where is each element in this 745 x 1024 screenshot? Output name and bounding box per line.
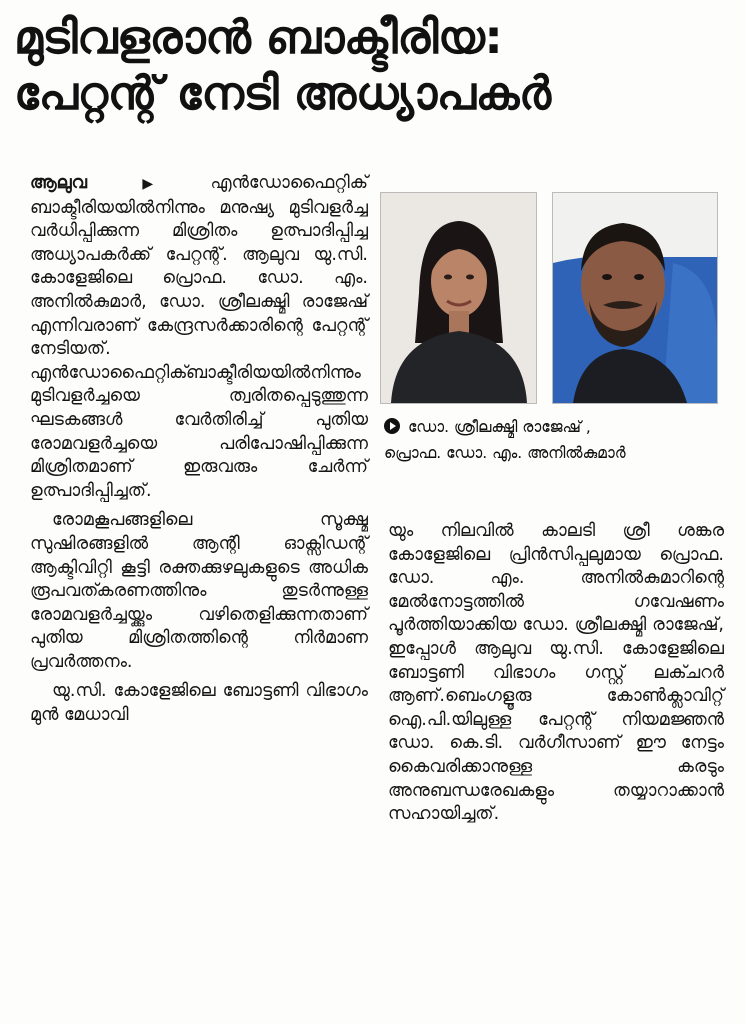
article-paragraph-3: യു.സി. കോളേജിലെ ബോട്ടണി വിഭാഗം മുൻ മേധാവി xyxy=(30,681,368,726)
article-paragraph-2: രോമകൂപങ്ങളിലെ സൂക്ഷ്മ സുഷിരങ്ങളിൽ ആന്റി ഓക്സിഡന്റ് ആക്ടിവിറ്റി കൂട്ടി രക്തക്കുഴലുകളുടെ അധിക രൂപവത്കരണത്തിനും തുടർന്നുള്ള രോമവളർച്ചയ്ക്കും വഴിതെളിക്കുന്നതാണ് പുതിയ മിശ്രിതത്തിന്റെ നിർമാണ പ്രവർത്തനം. xyxy=(30,510,368,672)
photo-caption xyxy=(384,414,724,466)
article-paragraph-1: എൻഡോഫൈറ്റിക് ബാക്ടീരിയയിൽനിന്നും മനുഷ്യ മുടിവളർച്ച വർധിപ്പിക്കുന്ന മിശ്രിതം ഉത്പാദിപ്പിച്ച അധ്യാപകർക്ക് പേറ്റന്റ്. ആലുവ യു.സി. കോളേജിലെ പ്രൊഫ. ഡോ. എം. അനിൽകുമാർ, ഡോ. ശ്രീലക്ഷ്മി രാജേഷ് എന്നിവരാണ് കേന്ദ്രസർക്കാരിന്റെ പേറ്റന്റ് നേടിയത്. എൻഡോഫൈറ്റിക്ബാക്ടീരിയയിൽനിന്നും മുടിവളർച്ചയെ ത്വരിതപ്പെടുത്തുന്ന ഘടകങ്ങൾ വേർതിരിച്ച് പുതിയ രോമവളർച്ചയെ പരിപോഷിപ്പിക്കുന്ന മിശ്രിതമാണ് ഇരുവരും ചേർന്ന് ഉത്പാദിപ്പിച്ചത്. xyxy=(30,173,368,501)
photo-man xyxy=(552,192,718,404)
caption-line-2: പ്രൊഫ. ഡോ. എം. അനിൽകുമാർ xyxy=(384,444,626,462)
photo-strip xyxy=(380,192,720,402)
triangle-right-icon: ▶ xyxy=(88,176,207,192)
portrait-man-image xyxy=(553,193,717,403)
headline-line-2: പേറ്റന്റ് നേടി അധ്യാപകർ xyxy=(14,66,551,120)
article-paragraph-4: യും നിലവിൽ കാലടി ശ്രീ ശങ്കര കോളേജിലെ പ്രിൻസിപ്പലുമായ പ്രൊഫ. ഡോ. എം. അനിൽകുമാറിന്റെ മേൽനോട്ടത്തിൽ ഗവേഷണം പൂർത്തിയാക്കിയ ഡോ. ശ്രീലക്ഷ്മി രാജേഷ്, ഇപ്പോൾ ആലുവ യു.സി. കോളേജിലെ ബോട്ടണി വിഭാഗം ഗസ്റ്റ് ലക്ചറർ ആണ്.ബെംഗളൂരു കോൺക്ലാവിറ്റ് ഐ.പി.യിലുള്ള പേറ്റന്റ് നിയമജ്ഞൻ ഡോ. കെ.ടി. വർഗീസാണ് ഈ നേട്ടം കൈവരിക്കാനുള്ള കരടും അനുബന്ധരേഖകളും തയ്യാറാക്കാൻ സഹായിച്ചത്. xyxy=(388,521,724,825)
article-column-left xyxy=(30,172,368,728)
dateline: ആലുവ xyxy=(30,173,87,193)
headline-line-1: മുടിവളരാൻ ബാക്ടീരിയ: xyxy=(14,10,503,64)
photo-woman xyxy=(380,192,537,404)
portrait-woman-image xyxy=(381,193,536,403)
article-column-right xyxy=(388,520,724,827)
caption-line-1: ഡോ. ശ്രീലക്ഷ്മി രാജേഷ് , xyxy=(408,418,591,436)
headline xyxy=(14,10,734,120)
play-circle-icon xyxy=(384,418,400,434)
